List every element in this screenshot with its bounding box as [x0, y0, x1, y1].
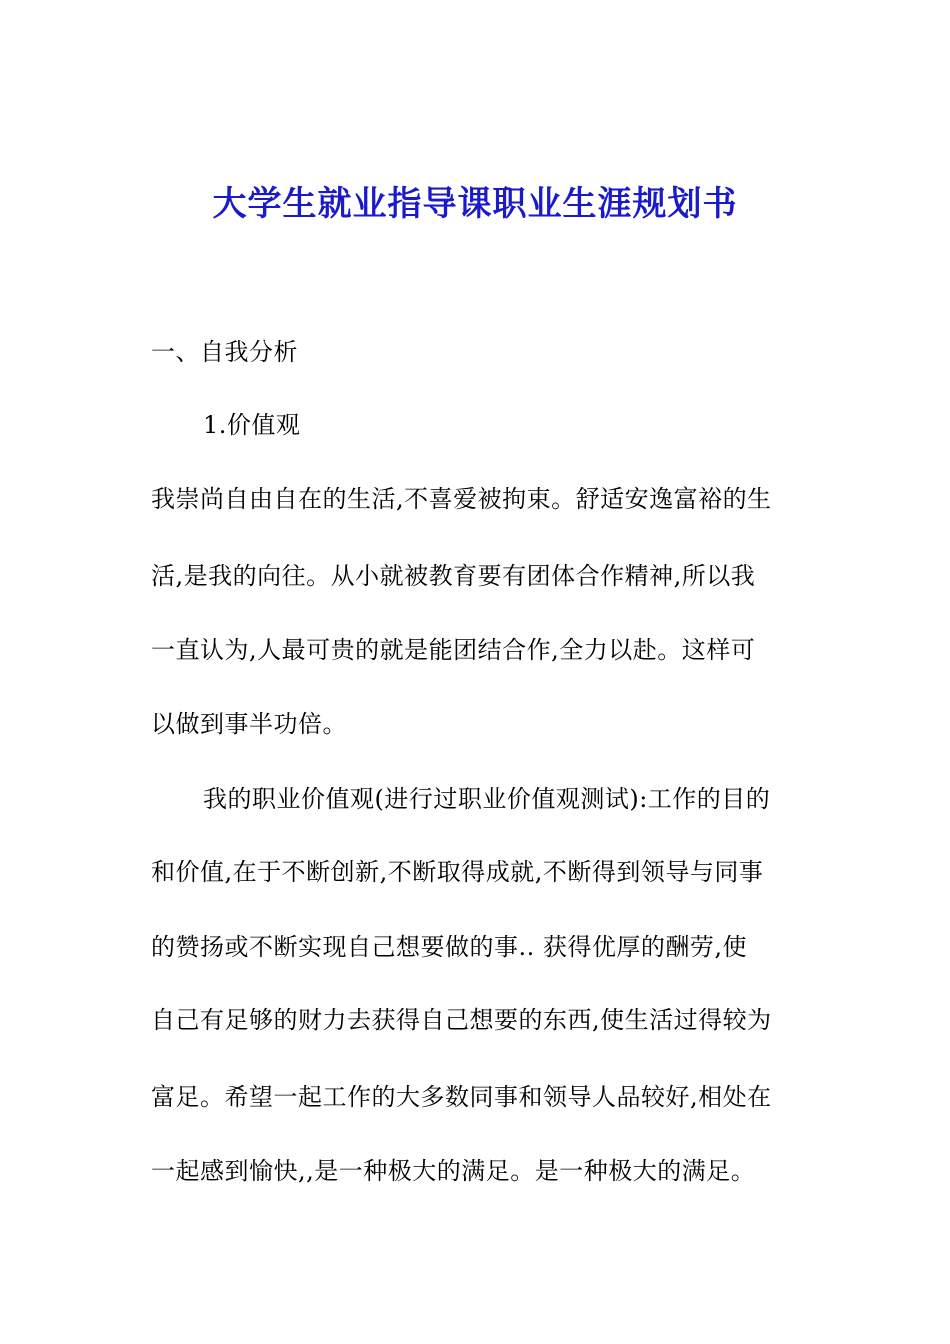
paragraph2-line: 的赞扬或不断实现自己想要做的事.. 获得优厚的酬劳,使 [151, 933, 748, 961]
document-title: 大学生就业指导课职业生涯规划书 [212, 184, 738, 224]
paragraph2-line: 我的职业价值观(进行过职业价值观测试):工作的目的 [203, 785, 771, 813]
paragraph2-line: 一起感到愉快,,是一种极大的满足。是一种极大的满足。 [151, 1157, 756, 1185]
paragraph2-line: 富足。希望一起工作的大多数同事和领导人品较好,相处在 [151, 1083, 772, 1111]
paragraph2-line: 和价值,在于不断创新,不断取得成就,不断得到领导与同事 [151, 858, 764, 886]
paragraph1-line: 我崇尚自由自在的生活,不喜爱被拘束。舒适安逸富裕的生 [151, 485, 772, 513]
paragraph1-line: 一直认为,人最可贵的就是能团结合作,全力以赴。这样可 [151, 636, 756, 664]
paragraph2-line: 自己有足够的财力去获得自己想要的东西,使生活过得较为 [151, 1006, 772, 1034]
subsection-heading: 1.价值观 [203, 411, 301, 439]
paragraph1-line: 以做到事半功倍。 [151, 710, 347, 738]
section-heading: 一、自我分析 [151, 338, 298, 366]
paragraph1-line: 活,是我的向往。从小就被教育要有团体合作精神,所以我 [151, 562, 756, 590]
